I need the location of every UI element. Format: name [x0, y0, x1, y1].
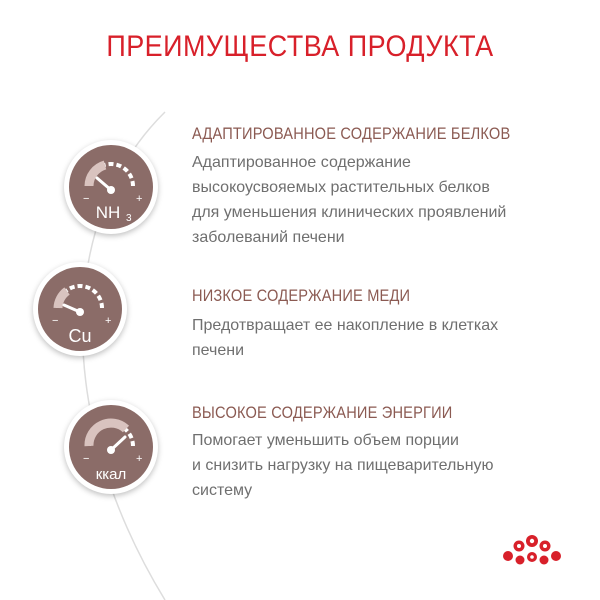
svg-text:+: +: [105, 315, 112, 327]
benefit-heading: ВЫСОКОЕ СОДЕРЖАНИЕ ЭНЕРГИИ: [192, 403, 453, 422]
benefit-heading: АДАПТИРОВАННОЕ СОДЕРЖАНИЕ БЕЛКОВ: [192, 124, 511, 143]
benefit-description: Адаптированное содержание высокоусвояемых растительных белков для уменьшения клинических проявлений заболеваний печени: [192, 154, 507, 246]
copper-gauge-icon: [33, 262, 127, 356]
protein-gauge-icon: [64, 140, 158, 234]
svg-text:+: +: [136, 453, 143, 465]
benefit-heading: НИЗКОЕ СОДЕРЖАНИЕ МЕДИ: [192, 286, 411, 305]
svg-text:3: 3: [126, 213, 132, 224]
svg-text:−: −: [83, 193, 90, 205]
icon-label: Cu: [68, 326, 92, 346]
icon-label: ккал: [95, 466, 127, 483]
svg-text:−: −: [83, 453, 90, 465]
royal-canin-crown-icon: [500, 530, 564, 570]
energy-gauge-icon: [64, 400, 158, 494]
page-title: ПРЕИМУЩЕСТВА ПРОДУКТА: [106, 30, 494, 63]
svg-text:+: +: [136, 193, 143, 205]
benefit-description: Помогает уменьшить объем порции и снизить нагрузку на пищеварительную систему: [192, 432, 494, 499]
benefit-description: Предотвращает ее накопление в клетках печени: [192, 317, 499, 359]
svg-text:−: −: [52, 315, 59, 327]
icon-label: NH: [95, 203, 121, 222]
